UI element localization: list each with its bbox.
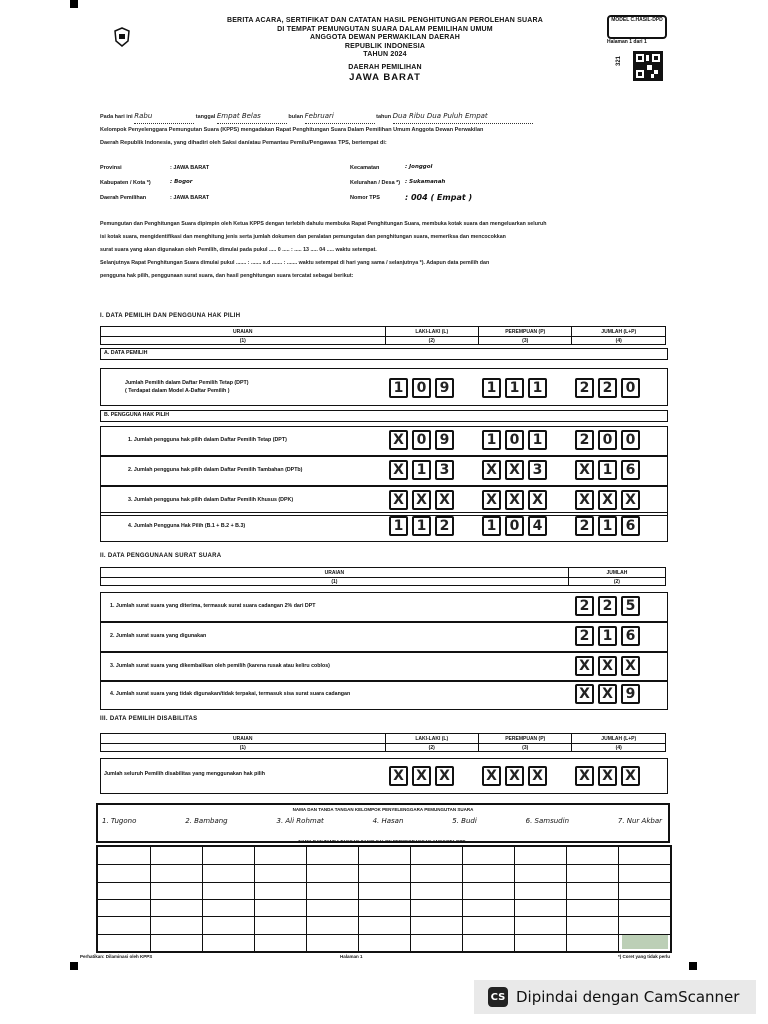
col-number: (3) [478,744,571,752]
section2-title: II. DATA PENGGUNAAN SURAT SUARA [100,553,222,559]
header-line: TAHUN 2024 [363,51,407,58]
section-a-title: A. DATA PEMILIH [104,350,148,356]
digit-box: X [435,490,454,510]
digit-box: 1 [389,378,408,398]
footer-left: Perhatikan: Dilaminasi oleh KPPS [80,954,153,959]
col-number: (2) [385,337,478,345]
registration-mark [70,0,78,8]
digits-s3-laki [389,766,454,786]
digits-b-l [389,516,454,536]
header-line: BERITA ACARA, SERTIFIKAT DAN CATATAN HASIL PENGHITUNGAN PEROLEHAN SUARA [226,17,544,24]
signature-name: 4. Hasan [372,817,404,825]
dapil-loc-label: Daerah Pemilihan [100,195,147,201]
digit-box: X [621,656,640,676]
col-number: (1) [101,744,386,752]
digits-s2 [575,626,640,646]
halaman-label: Halaman 1 dari 1 [607,39,647,45]
digit-box: X [598,766,617,786]
camscanner-logo-icon: CS [488,987,508,1007]
section2-row-label: 4. Jumlah surat suara yang tidak digunakan/tidak terpakai, termasuk sisa surat suara cadangan [110,691,351,697]
grid-col-line [150,847,151,951]
digit-box: 0 [621,430,640,450]
grid-col-line [514,847,515,951]
digit-box: 3 [528,460,547,480]
section2-row-label: 3. Jumlah surat suara yang dikembalikan oleh pemilih (karena rusak atau keliru coblos) [110,663,330,669]
digit-box: 6 [621,460,640,480]
header-line: ANGGOTA DEWAN PERWAKILAN DAERAH [310,34,460,41]
provinsi-label: Provinsi [100,165,122,171]
section-b-row-label: 2. Jumlah pengguna hak pilih dalam Daftar Pemilih Tambahan (DPTb) [128,467,303,473]
digit-box: 6 [621,516,640,536]
meta-block [100,110,670,150]
digit-box: 9 [435,430,454,450]
col-number: (1) [101,337,386,345]
kelurahan-label: Kelurahan / Desa *) [350,180,401,186]
digit-box: X [575,766,594,786]
provinsi-value: : JAWA BARAT [170,165,210,171]
col-number: (2) [385,744,478,752]
paragraph-line: pengguna hak pilih, penggunaan surat suara, dan hasil penghitungan suara tercatat sebagai berikut: [100,273,354,279]
digit-box: 0 [412,378,431,398]
digits-b-t [575,516,640,536]
digit-box: 1 [598,516,617,536]
col-number: (3) [478,337,571,345]
digit-box: X [621,766,640,786]
digit-box: 1 [528,378,547,398]
digit-box: 0 [621,378,640,398]
col-number: (1) [101,578,569,586]
section2-row-label: 1. Jumlah surat suara yang diterima, termasuk surat suara cadangan 2% dari DPT [110,603,316,609]
digit-box: X [575,490,594,510]
section-b-header [100,410,668,422]
col-number: (2) [568,578,665,586]
hari-value: Rabu [134,110,194,124]
digits-b-t [575,430,640,450]
footer-center: Halaman 1 [340,954,363,959]
tahun-label: tahun [376,114,392,120]
digits-s3-jumlah [575,766,640,786]
bulan-label: bulan [288,114,304,120]
digit-box: 1 [389,516,408,536]
digit-box: X [389,430,408,450]
bulan-value: Februari [305,110,375,124]
digit-box: X [575,684,594,704]
digit-box: 2 [598,596,617,616]
digit-box: 2 [598,378,617,398]
signature-name: 2. Bambang [185,817,228,825]
digit-box: 1 [482,378,501,398]
section-b-row-label: 4. Jumlah Pengguna Hak Pilih (B.1 + B.2 + B.3) [128,523,246,529]
digit-box: 1 [505,378,524,398]
col-perempuan: PEREMPUAN (P) [478,327,571,337]
grid-col-line [618,847,619,951]
grid-col-line [254,847,255,951]
col-uraian: URAIAN [101,327,386,337]
grid-col-line [358,847,359,951]
digit-box: 1 [412,460,431,480]
grid-row-line [98,899,670,900]
digits-b-p [482,516,547,536]
digit-box: X [598,656,617,676]
col-laki: LAKI-LAKI (L) [385,734,478,744]
digits-b-l [389,490,454,510]
signature-name: 6. Samsudin [525,817,570,825]
grid-row-line [98,882,670,883]
kpps-signature-box [96,803,670,843]
col-uraian: URAIAN [101,734,386,744]
grid-col-line [462,847,463,951]
col-perempuan: PEREMPUAN (P) [478,734,571,744]
section-b-row-label: 3. Jumlah pengguna hak pilih dalam Daftar Pemilih Khusus (DPK) [128,497,294,503]
tps-label: Nomor TPS [350,195,380,201]
paragraph-line: surat suara yang akan digunakan oleh Pemilih, dimulai pada pukul ..... 0 ..... : ..... 13 ..... 04 ..... waktu setempat. [100,247,377,253]
col-laki: LAKI-LAKI (L) [385,327,478,337]
digit-box: X [505,460,524,480]
document-header [150,17,623,83]
footer-right: *) Coret yang tidak perlu [618,954,671,959]
section1-header-table [100,326,666,345]
col-jumlah: JUMLAH (L+P) [572,734,666,744]
digit-box: X [435,766,454,786]
section3-row-label: Jumlah seluruh Pemilih disabilitas yang menggunakan hak pilih [104,771,266,777]
digit-box: 5 [621,596,640,616]
dapil-value: JAWA BARAT [349,72,421,83]
digit-box: 0 [412,430,431,450]
header-line: DI TEMPAT PEMUNGUTAN SUARA DALAM PEMILIHAN UMUM [277,25,493,33]
digit-box: 2 [575,430,594,450]
digit-box: X [389,460,408,480]
camscanner-badge [474,980,756,1014]
grid-col-line [202,847,203,951]
digits-s3-perempuan [482,766,547,786]
digit-box: 2 [575,378,594,398]
digits-s2 [575,684,640,704]
digits-a-perempuan [482,378,547,398]
digit-box: X [575,460,594,480]
digits-b-t [575,460,640,480]
digit-box: 1 [598,460,617,480]
model-code: MODEL C.HASIL-DPD [611,17,663,23]
digits-b-t [575,490,640,510]
digit-box: 1 [412,516,431,536]
kecamatan-value: : Jonggol [405,164,433,170]
grid-row-line [98,916,670,917]
tanggal-value: Empat Belas [217,110,287,124]
digits-b-l [389,460,454,480]
grid-col-line [306,847,307,951]
section3-header-table [100,733,666,752]
section-b-row-label: 1. Jumlah pengguna hak pilih dalam Daftar Pemilih Tetap (DPT) [128,437,287,443]
digit-box: 2 [575,596,594,616]
meta-text: Kelompok Penyelenggara Pemungutan Suara (KPPS) mengadakan Rapat Penghitungan Suara Dalam Pemilihan Umum Anggota Dewan Perwakilan [100,127,484,133]
digit-box: 1 [528,430,547,450]
digit-box: X [389,766,408,786]
kpu-logo-icon [114,27,130,52]
digit-box: X [482,460,501,480]
digits-a-laki [389,378,454,398]
header-line: REPUBLIK INDONESIA [344,42,426,50]
section1-title: I. DATA PEMILIH DAN PENGGUNA HAK PILIH [100,313,241,319]
grid-row-line [98,864,670,865]
digit-box: X [528,766,547,786]
col-number: (4) [572,744,666,752]
col-jumlah: JUMLAH (L+P) [572,327,666,337]
saksi-title: NAMA DAN TANDA TANGAN SAKSI CALON PERSEORANGAN ANGGOTA DPD [298,839,466,844]
section-a-row-note: ( Terdapat dalam Model A-Daftar Pemilih ) [125,388,230,394]
col-uraian: URAIAN [101,568,569,578]
section2-row-label: 2. Jumlah surat suara yang digunakan [110,633,207,639]
registration-mark [70,962,78,970]
paragraph [100,218,670,283]
camscanner-text: Dipindai dengan CamScanner [516,988,740,1006]
digit-box: 9 [621,684,640,704]
grid-row-line [98,934,670,935]
digit-box: X [389,490,408,510]
kecamatan-label: Kecamatan [350,165,380,171]
digit-box: 0 [505,430,524,450]
digits-b-p [482,430,547,450]
digit-box: 4 [528,516,547,536]
tps-value: : 004 ( Empat ) [405,193,473,202]
section-b-title: B. PENGGUNA HAK PILIH [104,412,170,418]
digit-box: X [505,490,524,510]
meta-text: Daerah Republik Indonesia, yang dihadiri oleh Saksi dan/atau Pemantau Pemilu/Pengawas TPS, bertempat di: [100,140,387,146]
stamp-area [622,935,668,949]
digit-box: 1 [482,430,501,450]
signature-title: NAMA DAN TANDA TANGAN KELOMPOK PENYELENGGARA PEMUNGUTAN SUARA [292,807,474,812]
digit-box: X [482,490,501,510]
hari-label: Pada hari ini [100,114,133,120]
digit-box: X [621,490,640,510]
col-number: (4) [572,337,666,345]
signature-name: 1. Tugono [102,817,137,825]
digits-a-jumlah [575,378,640,398]
digit-box: X [528,490,547,510]
kelurahan-value: : Sukamanah [405,179,446,185]
digits-s2 [575,596,640,616]
digit-box: 0 [598,430,617,450]
col-jumlah: JUMLAH [568,568,665,578]
signature-name: 5. Budi [452,817,477,825]
section-a-header [100,348,668,360]
saksi-grid [96,845,672,953]
digit-box: 2 [575,516,594,536]
digits-b-l [389,430,454,450]
signature-name: 7. Nur Akbar [617,817,662,825]
digit-box: 1 [598,626,617,646]
tanggal-label: tanggal [195,114,216,120]
tahun-value: Dua Ribu Dua Puluh Empat [393,110,533,124]
digits-b-p [482,490,547,510]
digit-box: X [412,490,431,510]
grid-col-line [410,847,411,951]
digit-box: 2 [575,626,594,646]
digits-s2 [575,656,640,676]
paragraph-line: isi kotak suara, mengidentifikasi dan menghitung jenis serta jumlah dokumen dan peralatan pemungutan dan penghitungan suara, memeriksa dan mencocokkan [100,234,506,240]
signature-names [102,817,662,825]
registration-mark [689,962,697,970]
signature-name: 3. Ali Rohmat [276,817,324,825]
grid-col-line [566,847,567,951]
digit-box: 0 [505,516,524,536]
paragraph-line: Selanjutnya Rapat Penghitungan Suara dimulai pukul ....... : ....... s.d ....... : ....... waktu setempat di hari yang sama / selanjutnya *). Adapun data pemilih dan [100,260,490,266]
digit-box: X [598,684,617,704]
qr-code-icon [633,51,663,86]
digit-box: 1 [482,516,501,536]
section2-header-table [100,567,666,586]
model-box [607,15,667,39]
digit-box: X [412,766,431,786]
digit-box: 9 [435,378,454,398]
paragraph-line: Pemungutan dan Penghitungan Suara dipimpin oleh Ketua KPPS dengan terlebih dahulu membuka Rapat Penghitungan Suara, membuka kotak suara dan mengeluarkan seluruh [100,221,547,227]
digit-box: X [482,766,501,786]
digit-box: X [598,490,617,510]
digit-box: 2 [435,516,454,536]
digits-b-p [482,460,547,480]
dapil-label: DAERAH PEMILIHAN [348,63,422,71]
section3-title: III. DATA PEMILIH DISABILITAS [100,716,198,722]
kabkota-label: Kabupaten / Kota *) [100,180,151,186]
digit-box: X [505,766,524,786]
dapil-loc-value: : JAWA BARAT [170,195,210,201]
section-a-row-label: Jumlah Pemilih dalam Daftar Pemilih Tetap (DPT) [125,380,249,386]
digit-box: 6 [621,626,640,646]
kabkota-value: : Bogor [170,179,193,185]
qr-number: 321 [616,55,623,67]
digit-box: X [575,656,594,676]
digit-box: 3 [435,460,454,480]
